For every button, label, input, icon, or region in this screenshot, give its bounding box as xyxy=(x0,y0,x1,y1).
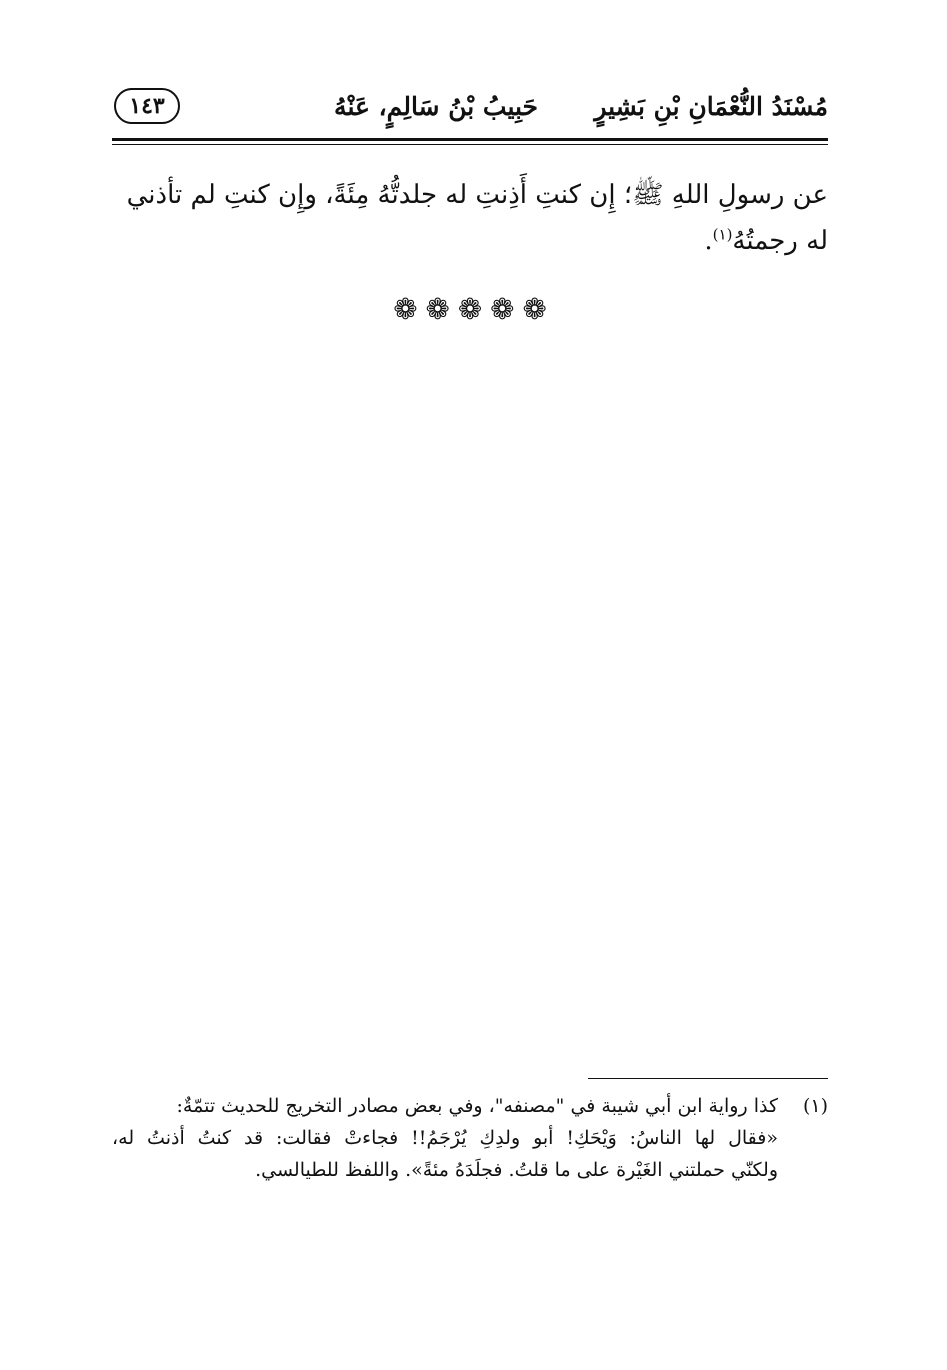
footnote-line: «فقال لها الناسُ: وَيْحَكِ! أبو ولدِكِ يُرْجَمُ!! فجاءتْ فقالت: قد كنتُ أذنتُ له، xyxy=(112,1127,778,1149)
footnote-line: ولكنّي حملتني الغَيْرة على ما قلتُ. فجلَدَهُ مئةً». واللفظ للطيالسي. xyxy=(255,1159,778,1181)
footnote xyxy=(112,1090,828,1186)
header-chapter-title: حَبِيبُ بْنُ سَالِمٍ، عَنْهُ xyxy=(334,92,538,121)
hadith-text xyxy=(112,172,828,264)
body-line: عن رسولِ اللهِ ﷺ؛ إِن كنتِ أَذِنتِ له جلدتُّهُ مِئَةً، وإِن كنتِ لم تأذني xyxy=(126,180,828,210)
flower-ornament-icon: ❁ xyxy=(457,292,483,326)
footnote-line xyxy=(112,1090,828,1122)
flower-ornament-icon: ❁ xyxy=(393,292,418,326)
flower-ornament-icon: ❁ xyxy=(522,292,547,326)
footnote-separator xyxy=(588,1078,828,1079)
section-divider-ornament xyxy=(360,292,580,326)
footnote-text: كذا رواية ابن أبي شيبة في "مصنفه"، وفي بعض مصادر التخريج للحديث تتمّةٌ: xyxy=(176,1095,778,1117)
body-line xyxy=(112,218,828,264)
header-section-title: مُسْنَدُ النُّعْمَانِ بْنِ بَشِيرٍ xyxy=(594,92,828,121)
body-line-end: . xyxy=(704,226,713,256)
running-header xyxy=(112,88,828,134)
flower-ornament-icon: ❁ xyxy=(425,292,450,326)
header-rule-thin xyxy=(112,144,828,145)
flower-ornament-icon: ❁ xyxy=(490,292,515,326)
body-line-text: له رجمتُهُ xyxy=(732,226,828,256)
footnote-number: (١) xyxy=(802,1095,828,1117)
page-number: ١٤٣ xyxy=(114,88,180,124)
footnote-reference[interactable]: (١) xyxy=(712,225,733,244)
header-rule-thick xyxy=(112,138,828,141)
